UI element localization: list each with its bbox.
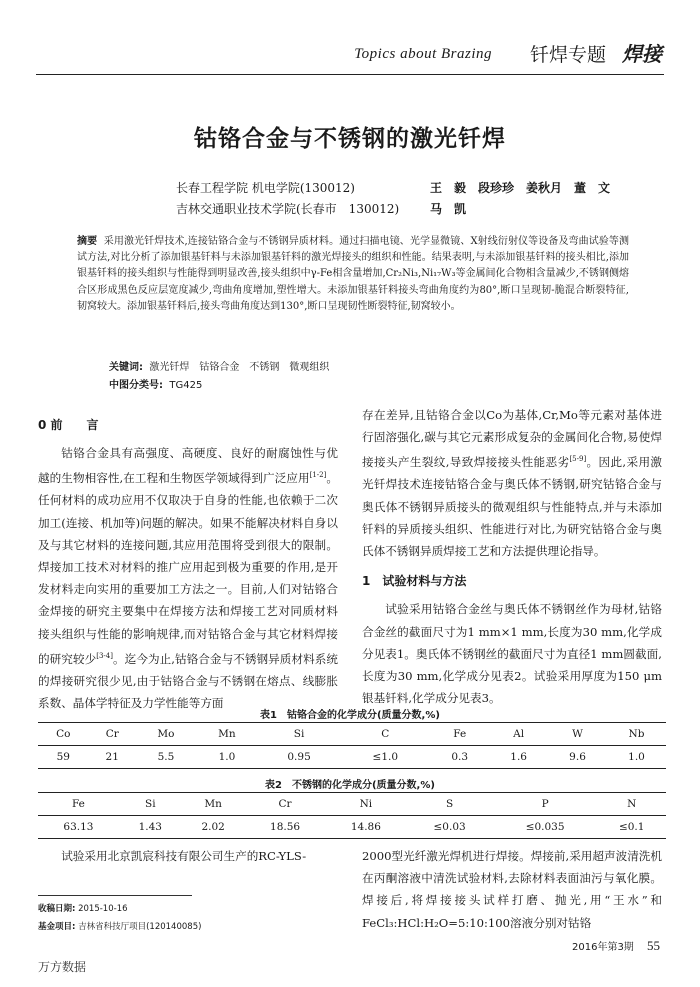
table2-caption: 表2 不锈钢的化学成分(质量分数,%) (265, 780, 435, 791)
table2-value-cell: ≤0.035 (493, 816, 598, 839)
table1-value-cell: 21 (89, 746, 136, 769)
intro-text-b: 。任何材料的成功应用不仅取决于自身的性能,也依赖于二次加工(连接、机加等)问题的解决。如果不能解决材料自身以及与其它材料的连接问题,其应用范围将受到很大的限制。焊接加工技术对材料的推广应用起到极为重要的作用,是开发材料走向实用的重要加工方法之一。目前,人们对钴铬合金焊接的研究主要集中在焊接方法和焊接工艺对同质材料接头组织与性能的影响规律,而对钴铬合金与其它材料焊接的研究较少 (38, 471, 338, 666)
clc-number (109, 376, 202, 391)
keywords-label: 关键词: (109, 362, 143, 373)
received-label: 收稿日期: (38, 904, 76, 914)
procedure-text: 2000型光纤激光焊机进行焊接。焊接前,采用超声波清洗机在丙酮溶液中清洗试验材料,去除材料表面油污与氧化膜。焊接后,将焊接接头试样打磨、抛光,用“王水”和FeCl₃:HCl:H₂O=5:10:100溶液分别对钴铬 (362, 849, 662, 930)
table2-value-cell: 14.86 (325, 816, 406, 839)
table1-header-cell: Si (258, 723, 341, 746)
received-date: 2015-10-16 (78, 904, 128, 914)
table2-header-cell: S (406, 793, 493, 816)
table2-value-cell: 18.56 (245, 816, 326, 839)
table2-header-cell: Si (119, 793, 182, 816)
table2-header-cell: N (597, 793, 666, 816)
table1-value-cell: ≤1.0 (340, 746, 430, 769)
fund-text: 吉林省科技厅项目(120140085) (78, 922, 202, 932)
intro-continued (362, 404, 662, 562)
clc-text: TG425 (169, 380, 203, 391)
table1-value-cell: 9.6 (548, 746, 607, 769)
citation-ref-3-4: [3-4] (96, 651, 113, 660)
intro-cont-text-a: 存在差异,且钴铬合金以Co为基体,Cr,Mo等元素对基体进行固溶强化,碳与其它元素形成复杂的金属间化合物,易使焊接接头产生裂纹,导致焊接接头性能恶劣 (362, 408, 662, 470)
abstract-label: 摘要 (77, 236, 98, 247)
table1-value-row (38, 746, 666, 769)
affiliation-1: 长春工程学院 机电学院(130012) (176, 181, 355, 195)
table1-header-cell: Al (489, 723, 548, 746)
abstract-text: 采用激光钎焊技术,连接钴铬合金与不锈钢异质材料。通过扫描电镜、光学显微镜、X射线衍射仪等设备及弯曲试验等测试方法,对比分析了添加银基钎料与未添加银基钎料的激光焊接头的组织和性能。结果表明,与未添加银基钎料的接头相比,添加银基钎料的接头组织与性能得到明显改善,接头组织中γ-Fe相含量增加,Cr₂Ni₃,Ni₁₇W₃等金属间化合物相含量减少,不锈钢侧熔合区形成黑色反应层宽度减少,弯曲角度增加,塑性增大。未添加银基钎料接头弯曲角度约为80°,断口呈现韧-脆混合断裂特征,韧窝较大。添加银基钎料后,接头弯曲角度达到130°,断口呈现韧性断裂特征,韧窝较小。 (77, 236, 630, 312)
table1-header-cell: Fe (430, 723, 489, 746)
table2-header-cell: Ni (325, 793, 406, 816)
table1-value-cell: 5.5 (136, 746, 196, 769)
table1-header-cell: C (340, 723, 430, 746)
left-column (38, 414, 338, 714)
footnote-rule (38, 895, 192, 896)
table2-value-cell: ≤0.03 (406, 816, 493, 839)
table1-header-cell: Mo (136, 723, 196, 746)
intro-paragraph (38, 442, 338, 714)
journal-logo: 焊接 (622, 42, 662, 66)
materials-paragraph: 试验采用钴铬合金丝与奥氏体不锈钢丝作为母材,钴铬合金丝的截面尺寸为1 mm×1 mm,长度为30 mm,化学成分见表1。奥氏体不锈钢丝的截面尺寸为直径1 mm圆截面,长度为30 mm,化学成分见表2。试验采用厚度为150 μm银基钎料,化学成分见表3。 (362, 602, 662, 706)
citation-ref-5-9: [5-9] (569, 455, 587, 464)
table2-value-cell: 2.02 (182, 816, 245, 839)
page-footer (572, 938, 660, 954)
table2-header-cell: P (493, 793, 598, 816)
keywords (109, 358, 329, 373)
table1-value-cell: 1.0 (607, 746, 666, 769)
table2-header-cell: Cr (245, 793, 326, 816)
table2-steel-composition (38, 792, 666, 839)
header-rule (36, 74, 664, 75)
table1-header-cell: Mn (196, 723, 258, 746)
issue-label: 2016年第3期 (572, 942, 634, 953)
table2-header-row (38, 793, 666, 816)
bottom-right-paragraph (362, 845, 662, 934)
table2-header-cell: Fe (38, 793, 119, 816)
table1-header-row (38, 723, 666, 746)
page-header (36, 34, 664, 70)
intro-text-c: 。迄今为止,钴铬合金与不锈钢异质材料系统的焊接研究很少见,由于钴铬合金与不锈钢在熔点、线膨胀系数、晶体学特征及力学性能等方面 (38, 651, 338, 711)
equipment-text: 试验采用北京凯宸科技有限公司生产的RC-YLS- (61, 849, 307, 863)
footnote-fund (38, 920, 201, 932)
table1-value-cell: 59 (38, 746, 89, 769)
author-line-1: 王 毅 段珍珍 姜秋月 董 文 (430, 181, 611, 195)
keywords-text: 激光钎焊 钴铬合金 不锈钢 微观组织 (149, 362, 330, 373)
footnote-received (38, 902, 128, 914)
right-column (362, 404, 662, 710)
citation-ref-1-2: [1-2] (309, 471, 327, 480)
author-line-2: 马 凯 (430, 202, 467, 216)
table1-cocr-composition (38, 722, 666, 769)
clc-label: 中图分类号: (109, 380, 163, 391)
section-heading-intro: 0 前 言 (38, 418, 99, 432)
page-number: 55 (647, 938, 660, 953)
watermark: 万方数据 (38, 960, 87, 974)
intro-cont-text-b: 。因此,采用激光钎焊技术连接钴铬合金与奥氏体不锈钢,研究钴铬合金与奥氏体不锈钢异质接头的微观组织与性能特点,并与未添加钎料的异质接头组织、性能进行对比,为研究钴铬合金与奥氏体不锈钢异质焊接工艺和方法提供理论指导。 (362, 455, 663, 559)
section-heading-materials: 1 试验材料与方法 (362, 574, 467, 589)
fund-label: 基金项目: (38, 922, 76, 932)
table1-header-cell: W (548, 723, 607, 746)
bottom-left-paragraph (38, 845, 338, 867)
table1-header-cell: Cr (89, 723, 136, 746)
table2-value-cell: 63.13 (38, 816, 119, 839)
table1-value-cell: 1.6 (489, 746, 548, 769)
table1-caption: 表1 钴铬合金的化学成分(质量分数,%) (260, 710, 440, 721)
table2-header-cell: Mn (182, 793, 245, 816)
table1-value-cell: 0.95 (258, 746, 341, 769)
table1-value-cell: 0.3 (430, 746, 489, 769)
intro-text-a: 钴铬合金具有高强度、高硬度、良好的耐腐蚀性与优越的生物相容性,在工程和生物医学领域得到广泛应用 (38, 446, 338, 486)
table2-value-cell: 1.43 (119, 816, 182, 839)
table2-value-row (38, 816, 666, 839)
column-name: 钎焊专题 (529, 44, 606, 66)
table1-header-cell: Co (38, 723, 89, 746)
table1-header-cell: Nb (607, 723, 666, 746)
abstract (77, 234, 629, 315)
column-script-title: Topics about Brazing (354, 46, 492, 62)
table2-value-cell: ≤0.1 (597, 816, 666, 839)
article-title: 钴铬合金与不锈钢的激光钎焊 (194, 126, 506, 152)
affiliation-2: 吉林交通职业技术学院(长春市 130012) (176, 202, 400, 216)
table1-value-cell: 1.0 (196, 746, 258, 769)
